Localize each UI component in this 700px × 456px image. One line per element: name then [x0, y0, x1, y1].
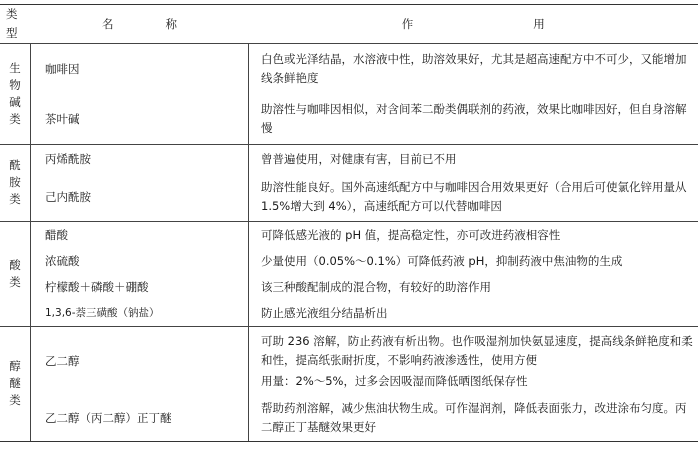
table-row — [0, 274, 698, 300]
use-cell: 曾普遍使用，对健康有害，目前已不用 — [261, 151, 457, 166]
use-cell: 白色或光泽结晶，水溶液中性，助溶效果好，尤其是超高速配方中不可少，又能增加线条鲜艳度 — [261, 52, 687, 85]
header-name-char-2: 称 — [165, 16, 177, 31]
category-cell — [0, 222, 31, 327]
header-use — [249, 5, 699, 44]
category-cell — [0, 44, 31, 145]
table-row — [0, 145, 698, 174]
category-cell — [0, 327, 31, 442]
name-cell: 醋酸 — [31, 222, 249, 249]
table-row — [0, 222, 698, 249]
use-cell: 该三种酸配制成的混合物，有较好的助溶作用 — [261, 279, 491, 294]
header-name — [31, 5, 249, 44]
table-row — [0, 44, 698, 95]
header-use-char-2: 用 — [533, 16, 545, 31]
category-label: 酸类 — [9, 257, 21, 289]
category-label: 醇醚类 — [9, 359, 21, 407]
name-cell: 1,3,6-萘三磺酸（钠盐） — [31, 300, 249, 327]
use-cell: 帮助药剂溶解，减少焦油状物生成。可作湿润剂，降低表面张力，改进涂布匀度。丙二醇正丁基醚效果更好 — [249, 395, 699, 442]
table-row — [0, 395, 698, 442]
header-type: 类型 — [0, 5, 31, 44]
additives-table — [0, 4, 698, 442]
name-cell: 咖啡因 — [31, 44, 249, 95]
name-cell: 柠檬酸＋磷酸＋硼酸 — [31, 274, 249, 300]
table-row — [0, 94, 698, 145]
table-row — [0, 173, 698, 222]
use-cell — [249, 327, 699, 396]
name-cell: 乙二醇 — [31, 327, 249, 396]
name-cell: 乙二醇（丙二醇）正丁醚 — [31, 395, 249, 442]
category-label: 酰胺类 — [9, 158, 21, 206]
name-cell: 浓硫酸 — [31, 248, 249, 274]
table-header-row — [0, 5, 698, 44]
category-label: 生物碱类 — [9, 60, 21, 126]
use-cell: 可降低感光液的 pH 值，提高稳定性，亦可改进药液相容性 — [261, 227, 561, 242]
header-name-char-1: 名 — [102, 16, 114, 31]
table-row — [0, 327, 698, 396]
use-cell: 少量使用（0.05%～0.1%）可降低药液 pH，抑制药液中焦油物的生成 — [261, 253, 623, 268]
use-cell: 防止感光液组分结晶析出 — [249, 300, 699, 327]
use-cell: 助溶性能良好。国外高速纸配方中与咖啡因合用效果更好（合用后可使氯化锌用量从 1.5%增大到 4%），高速纸配方可以代替咖啡因 — [249, 173, 699, 222]
use-text: 可助 236 溶解，防止药液有析出物。也作吸湿剂加快氨显速度，提高线条鲜艳度和柔和性，提高纸张耐折度，不影响药液渗透性，使用方便 — [261, 333, 693, 367]
use-cell: 助溶性与咖啡因相似，对含间苯二酚类偶联剂的药液，效果比咖啡因好，但自身溶解慢 — [249, 94, 699, 145]
use-dosage-text: 用量：2%～5%，过多会因吸湿而降低晒图纸保存性 — [261, 373, 528, 388]
table-row — [0, 248, 698, 274]
name-cell: 己内酰胺 — [31, 173, 249, 222]
header-use-char-1: 作 — [401, 16, 414, 31]
category-cell — [0, 145, 31, 222]
name-cell: 丙烯酰胺 — [31, 145, 249, 174]
table-row — [0, 300, 698, 327]
name-cell: 茶叶碱 — [31, 94, 249, 145]
